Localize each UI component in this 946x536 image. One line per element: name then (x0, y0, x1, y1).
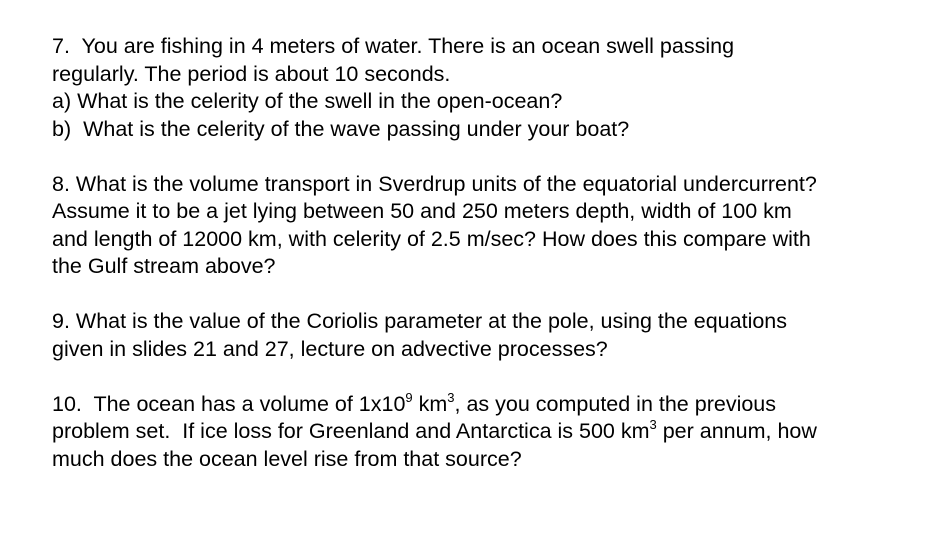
question-10-line-3: much does the ocean level rise from that source? (52, 446, 522, 471)
question-7 (52, 33, 932, 143)
question-7-line-1: 7. You are fishing in 4 meters of water. There is an ocean swell passing (52, 34, 735, 58)
question-8-line-1: 8. What is the volume transport in Sverdrup units of the equatorial undercurrent? (52, 171, 817, 196)
question-9-line-2: given in slides 21 and 27, lecture on advective processes? (52, 336, 608, 361)
exponent: 3 (649, 417, 657, 432)
question-10-text: per annum, how (656, 419, 817, 443)
exponent: 3 (447, 389, 455, 405)
question-10-text: km (412, 391, 448, 416)
paragraph-gap (52, 363, 932, 391)
question-9 (52, 308, 932, 363)
question-10-line-1 (52, 391, 932, 419)
question-8-line-3: and length of 12000 km, with celerity of 2.5 m/sec? How does this compare with (52, 226, 811, 251)
question-7-part-a: a) What is the celerity of the swell in the open-ocean? (52, 89, 563, 113)
question-10-text: , as you computed in the previous (454, 391, 777, 416)
question-7-part-b: b) What is the celerity of the wave passing under your boat? (52, 116, 630, 141)
question-10 (52, 391, 932, 474)
question-10-text: problem set. If ice loss for Greenland and Antarctica is 500 km (52, 419, 650, 443)
question-10-line-2 (52, 418, 932, 446)
problem-set-document (52, 33, 932, 473)
question-8 (52, 171, 932, 281)
exponent: 9 (405, 389, 413, 405)
paragraph-gap (52, 281, 932, 309)
question-8-line-2: Assume it to be a jet lying between 50 and 250 meters depth, width of 100 km (52, 199, 792, 223)
question-8-line-4: the Gulf stream above? (52, 254, 276, 278)
question-9-line-1: 9. What is the value of the Coriolis parameter at the pole, using the equations (52, 309, 788, 333)
question-10-text: 10. The ocean has a volume of 1x10 (52, 391, 406, 416)
paragraph-gap (52, 143, 932, 171)
question-7-line-2: regularly. The period is about 10 seconds. (52, 61, 451, 86)
